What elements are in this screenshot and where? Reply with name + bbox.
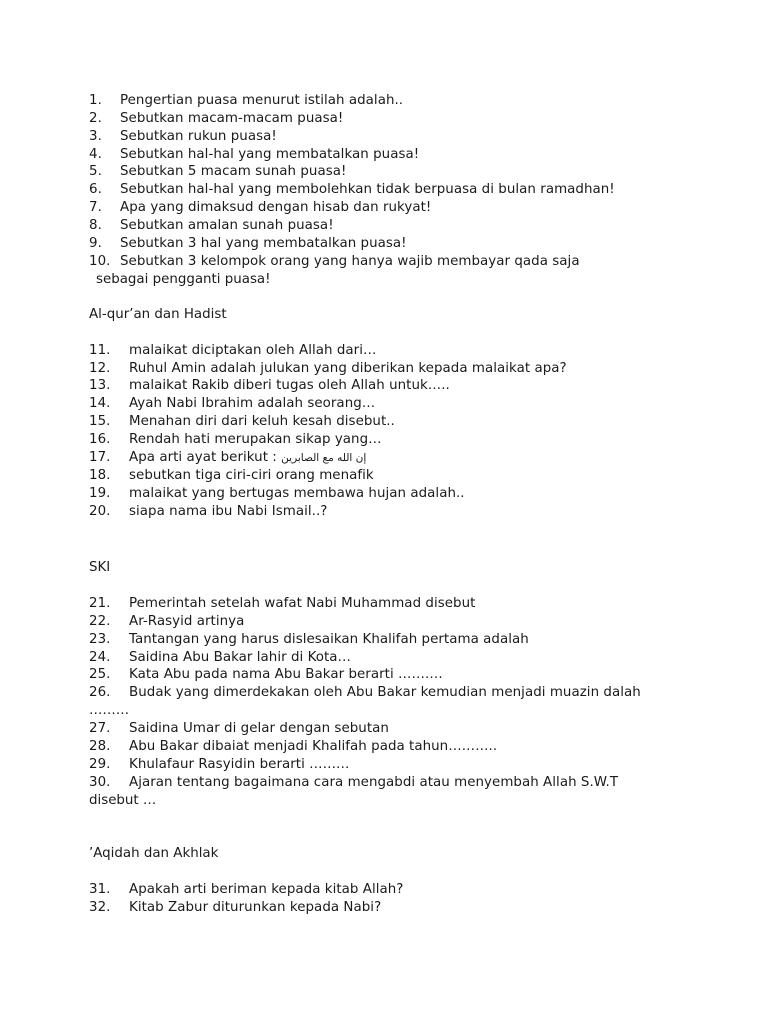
question-1 (89, 92, 403, 110)
question-text: Sebutkan rukun puasa! (120, 129, 277, 144)
question-number: 17. (89, 450, 111, 465)
question-number: 1. (89, 93, 102, 108)
question-text: Budak yang dimerdekakan oleh Abu Bakar kemudian menjadi muazin dalah (129, 685, 641, 700)
question-number: 15. (89, 414, 111, 429)
question-number: 7. (89, 200, 102, 215)
question-27 (89, 720, 389, 738)
question-29 (89, 756, 350, 774)
question-text: Ayah Nabi Ibrahim adalah seorang… (129, 396, 376, 411)
question-number: 16. (89, 432, 111, 447)
question-number: 29. (89, 757, 111, 772)
section-heading-ski: SKI (89, 560, 111, 575)
question-number: 8. (89, 218, 102, 233)
question-18 (89, 467, 374, 485)
question-14 (89, 395, 375, 413)
question-number: 12. (89, 361, 111, 376)
question-text: Apa arti ayat berikut : (129, 450, 282, 465)
question-12 (89, 360, 567, 378)
question-text: malaikat diciptakan oleh Allah dari… (129, 343, 377, 358)
question-6 (89, 181, 615, 199)
question-13 (89, 377, 450, 395)
question-9 (89, 235, 407, 253)
question-5 (89, 163, 346, 181)
section-heading-quran: Al-qur’an dan Hadist (89, 307, 227, 322)
question-text: Pemerintah setelah wafat Nabi Muhammad disebut (129, 596, 476, 611)
question-number: 14. (89, 396, 111, 411)
question-8 (89, 217, 334, 235)
question-number: 4. (89, 147, 102, 162)
question-26 (89, 684, 641, 702)
question-text: Kata Abu pada nama Abu Bakar berarti ………. (129, 667, 443, 682)
question-number: 28. (89, 739, 111, 754)
question-3 (89, 128, 277, 146)
question-2 (89, 110, 343, 128)
question-10-continuation: sebagai pengganti puasa! (96, 272, 271, 287)
question-30 (89, 774, 618, 792)
question-7 (89, 199, 431, 217)
question-text: siapa nama ibu Nabi Ismail..? (129, 504, 328, 519)
question-text: Menahan diri dari keluh kesah disebut.. (129, 414, 395, 429)
question-text: Sebutkan hal-hal yang membatalkan puasa! (120, 147, 420, 162)
question-text: Sebutkan 5 macam sunah puasa! (120, 164, 347, 179)
question-number: 13. (89, 378, 111, 393)
question-text: Pengertian puasa menurut istilah adalah.. (120, 93, 404, 108)
question-21 (89, 595, 475, 613)
question-text: Tantangan yang harus dislesaikan Khalifah pertama adalah (129, 632, 529, 647)
question-26-continuation: ……… (89, 703, 130, 718)
question-text: Abu Bakar dibaiat menjadi Khalifah pada tahun……….. (129, 739, 498, 754)
question-text: malaikat yang bertugas membawa hujan adalah.. (129, 486, 465, 501)
question-24 (89, 649, 351, 667)
question-number: 3. (89, 129, 102, 144)
question-number: 10. (89, 254, 111, 269)
question-22 (89, 613, 244, 631)
question-number: 22. (89, 614, 111, 629)
question-number: 31. (89, 882, 111, 897)
question-15 (89, 413, 395, 431)
question-number: 32. (89, 900, 111, 915)
question-30-continuation: disebut … (89, 793, 157, 808)
question-number: 23. (89, 632, 111, 647)
question-number: 11. (89, 343, 111, 358)
question-number: 21. (89, 596, 111, 611)
question-28 (89, 738, 497, 756)
question-text: Sebutkan amalan sunah puasa! (120, 218, 334, 233)
question-number: 26. (89, 685, 111, 700)
question-16 (89, 431, 382, 449)
question-text: malaikat Rakib diberi tugas oleh Allah untuk….. (129, 378, 450, 393)
question-text: Saidina Umar di gelar dengan sebutan (129, 721, 389, 736)
question-number: 19. (89, 486, 111, 501)
question-text: Ruhul Amin adalah julukan yang diberikan kepada malaikat apa? (129, 361, 567, 376)
arabic-verse: إن الله مع الصابرين (281, 452, 367, 464)
question-number: 20. (89, 504, 111, 519)
question-text: Kitab Zabur diturunkan kepada Nabi? (129, 900, 382, 915)
question-number: 25. (89, 667, 111, 682)
question-text: Ar-Rasyid artinya (129, 614, 245, 629)
question-text: Khulafaur Rasyidin berarti ……… (129, 757, 350, 772)
question-4 (89, 146, 419, 164)
question-number: 6. (89, 182, 102, 197)
section-heading-aqidah: ’Aqidah dan Akhlak (89, 846, 219, 861)
question-23 (89, 631, 529, 649)
question-text: Sebutkan 3 kelompok orang yang hanya wajib membayar qada saja (120, 254, 580, 269)
question-text: Sebutkan hal-hal yang membolehkan tidak berpuasa di bulan ramadhan! (120, 182, 615, 197)
question-text: Apakah arti beriman kepada kitab Allah? (129, 882, 404, 897)
question-number: 5. (89, 164, 102, 179)
question-text: Apa yang dimaksud dengan hisab dan rukyat! (120, 200, 432, 215)
question-text: Saidina Abu Bakar lahir di Kota… (129, 650, 352, 665)
question-20 (89, 503, 327, 521)
question-text: Sebutkan macam-macam puasa! (120, 111, 344, 126)
question-text: Rendah hati merupakan sikap yang… (129, 432, 382, 447)
question-number: 9. (89, 236, 102, 251)
question-text: sebutkan tiga ciri-ciri orang menafik (129, 468, 374, 483)
question-31 (89, 881, 403, 899)
question-text: Ajaran tentang bagaimana cara mengabdi atau menyembah Allah S.W.T (129, 775, 619, 790)
question-32 (89, 899, 381, 917)
question-19 (89, 485, 465, 503)
question-number: 27. (89, 721, 111, 736)
question-25 (89, 666, 443, 684)
question-11 (89, 342, 376, 360)
question-number: 24. (89, 650, 111, 665)
question-number: 30. (89, 775, 111, 790)
question-number: 2. (89, 111, 102, 126)
question-17 (89, 449, 366, 467)
question-number: 18. (89, 468, 111, 483)
question-10 (89, 253, 580, 271)
question-text: Sebutkan 3 hal yang membatalkan puasa! (120, 236, 407, 251)
